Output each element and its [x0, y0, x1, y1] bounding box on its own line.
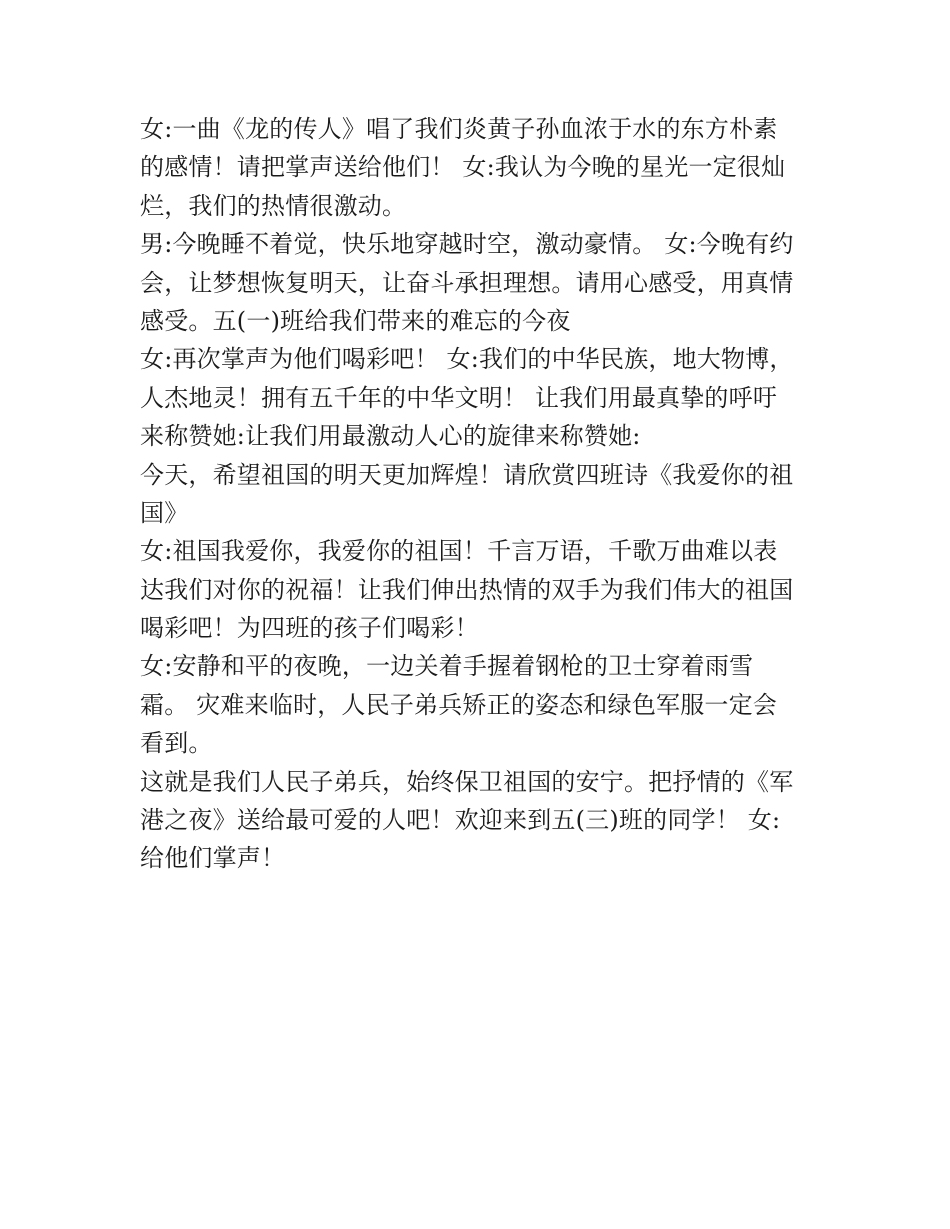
- text-line-18: 这就是我们人民子弟兵，始终保卫祖国的安宁。把抒情的《军: [140, 767, 794, 796]
- text-line-12: 女:祖国我爱你，我爱你的祖国！千言万语，千歌万曲难以表: [140, 537, 778, 566]
- text-line-3: 烂，我们的热情很激动。: [140, 191, 407, 220]
- text-line-13: 达我们对你的祝福！让我们伸出热情的双手为我们伟大的祖国: [140, 575, 794, 604]
- text-line-7: 女:再次掌声为他们喝彩吧！ 女:我们的中华民族，地大物博，: [140, 345, 794, 374]
- text-line-17: 看到。: [140, 729, 213, 758]
- document-body: [140, 110, 816, 878]
- text-line-11: 国》: [140, 498, 189, 527]
- text-line-9: 来称赞她:让我们用最激动人心的旋律来称赞她:: [140, 422, 641, 451]
- text-line-19: 港之夜》送给最可爱的人吧！欢迎来到五(三)班的同学！ 女:: [140, 806, 781, 835]
- text-line-10: 今天，希望祖国的明天更加辉煌！请欣赏四班诗《我爱你的祖: [140, 460, 794, 489]
- text-line-4: 男:今晚睡不着觉，快乐地穿越时空，激动豪情。 女:今晚有约: [140, 230, 794, 259]
- text-line-20: 给他们掌声！: [140, 844, 286, 873]
- text-line-14: 喝彩吧！为四班的孩子们喝彩！: [140, 614, 479, 643]
- text-line-2: 的感情！请把掌声送给他们！ 女:我认为今晚的星光一定很灿: [140, 153, 786, 182]
- text-line-15: 女:安静和平的夜晚，一边关着手握着钢枪的卫士穿着雨雪: [140, 652, 754, 681]
- text-line-16: 霜。 灾难来临时，人民子弟兵矫正的姿态和绿色军服一定会: [140, 690, 778, 719]
- text-line-1: 女:一曲《龙的传人》唱了我们炎黄子孙血浓于水的东方朴素: [140, 115, 778, 143]
- text-line-8: 人杰地灵！拥有五千年的中华文明！ 让我们用最真挚的呼吁: [140, 383, 778, 412]
- text-line-6: 感受。五(一)班给我们带来的难忘的今夜: [140, 306, 571, 335]
- text-line-5: 会，让梦想恢复明天，让奋斗承担理想。请用心感受，用真情: [140, 268, 794, 297]
